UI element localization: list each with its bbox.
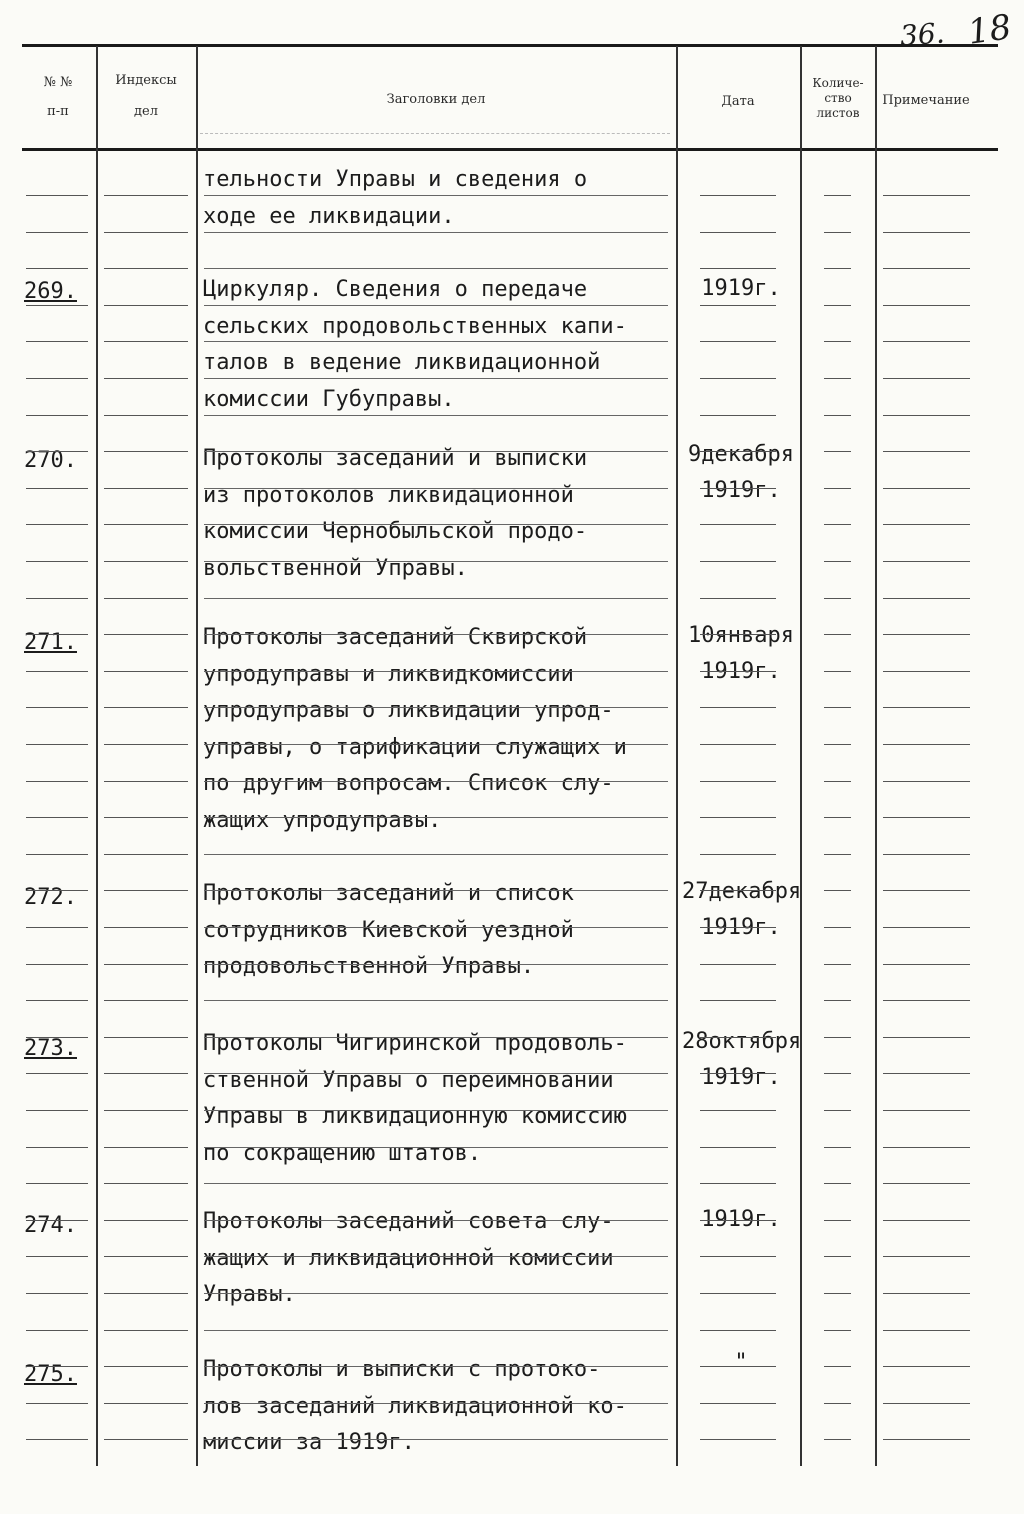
ruled-line xyxy=(883,854,970,855)
ruled-line xyxy=(824,378,851,379)
ruled-line xyxy=(26,305,88,306)
ruled-line xyxy=(883,1000,970,1001)
ruled-line xyxy=(204,1366,668,1367)
ruled-line xyxy=(26,1366,88,1367)
ruled-line xyxy=(883,305,970,306)
ruled-line xyxy=(204,1073,668,1074)
ruled-line xyxy=(204,524,668,525)
ruled-line xyxy=(883,1073,970,1074)
ruled-line xyxy=(883,598,970,599)
ruled-line xyxy=(26,817,88,818)
ruled-line xyxy=(700,964,776,965)
ruled-line xyxy=(700,1183,776,1184)
ruled-line xyxy=(26,195,88,196)
title-line: из протоколов ликвидационной xyxy=(203,482,574,508)
ruled-line xyxy=(824,1439,851,1440)
title-line: по сокращению штатов. xyxy=(203,1140,482,1166)
title-line: Управы в ликвидационную комиссию xyxy=(203,1104,627,1129)
ruled-line xyxy=(204,1403,668,1404)
ruled-line xyxy=(883,744,970,745)
ruled-line xyxy=(700,1000,776,1001)
ruled-line xyxy=(26,854,88,855)
entry-date xyxy=(682,271,800,307)
ruled-line xyxy=(104,1147,188,1148)
ruled-line xyxy=(700,1073,776,1074)
ruled-line xyxy=(700,598,776,599)
title-line: упродуправы и ликвидкомиссии xyxy=(203,661,574,687)
ruled-line xyxy=(883,781,970,782)
ruled-line xyxy=(700,488,776,489)
ruled-line xyxy=(824,232,851,233)
ruled-line xyxy=(883,415,970,416)
title-line: талов в ведение ликвидационной xyxy=(203,350,601,375)
column-divider xyxy=(676,46,678,1466)
ruled-line xyxy=(104,268,188,269)
ruled-line xyxy=(700,195,776,196)
ruled-line xyxy=(883,1037,970,1038)
ruled-line xyxy=(204,1000,668,1001)
title-line: миссии за 1919г. xyxy=(203,1430,415,1455)
entry-date xyxy=(682,874,800,946)
ruled-line xyxy=(824,415,851,416)
ruled-line xyxy=(104,890,188,891)
handwritten-page-number: 18 xyxy=(965,7,1014,53)
table-top-border xyxy=(22,44,998,47)
ruled-line xyxy=(26,1439,88,1440)
ruled-line xyxy=(204,1147,668,1148)
ruled-line xyxy=(883,232,970,233)
ruled-line xyxy=(700,1403,776,1404)
ruled-line xyxy=(104,1293,188,1294)
ruled-line xyxy=(824,341,851,342)
ruled-line xyxy=(104,451,188,452)
ruled-line xyxy=(824,598,851,599)
ruled-line xyxy=(700,524,776,525)
ruled-line xyxy=(883,927,970,928)
ruled-line xyxy=(700,268,776,269)
entry-number: 269. xyxy=(24,279,77,304)
ruled-line xyxy=(104,598,188,599)
ruled-line xyxy=(700,1293,776,1294)
ruled-line xyxy=(204,707,668,708)
ruled-line xyxy=(204,488,668,489)
ruled-line xyxy=(104,1330,188,1331)
ruled-line xyxy=(700,1220,776,1221)
ruled-line xyxy=(104,1073,188,1074)
ruled-line xyxy=(204,1183,668,1184)
ruled-line xyxy=(104,781,188,782)
entry-title xyxy=(203,272,673,418)
ruled-line xyxy=(700,341,776,342)
header-sheets xyxy=(802,76,874,121)
ruled-line xyxy=(824,195,851,196)
ruled-line xyxy=(700,1439,776,1440)
column-divider xyxy=(196,46,198,1466)
ruled-line xyxy=(26,1073,88,1074)
ruled-line xyxy=(883,1183,970,1184)
ruled-line xyxy=(26,634,88,635)
ruled-line xyxy=(26,964,88,965)
ruled-line xyxy=(824,707,851,708)
ruled-line xyxy=(204,415,668,416)
ruled-line xyxy=(104,378,188,379)
ruled-line xyxy=(700,561,776,562)
entry-number: 272. xyxy=(24,885,77,910)
ruled-line xyxy=(204,305,668,306)
title-line: сельских продовольственных капи- xyxy=(203,313,627,339)
title-line: жащих упродуправы. xyxy=(203,807,442,833)
header-index-line1: Индексы xyxy=(115,73,177,88)
ruled-line xyxy=(883,1330,970,1331)
title-line: Протоколы заседаний и список xyxy=(203,881,574,906)
ruled-line xyxy=(824,634,851,635)
ruled-line xyxy=(204,195,668,196)
ruled-line xyxy=(104,1000,188,1001)
ruled-line xyxy=(204,451,668,452)
title-line: Управы. xyxy=(203,1282,296,1307)
ruled-line xyxy=(700,634,776,635)
ruled-line xyxy=(824,1110,851,1111)
ruled-line xyxy=(104,415,188,416)
ruled-line xyxy=(204,744,668,745)
title-line: вольственной Управы. xyxy=(203,555,468,581)
ruled-line xyxy=(824,1403,851,1404)
ruled-line xyxy=(883,671,970,672)
date-line: " xyxy=(734,1350,748,1375)
ruled-line xyxy=(26,707,88,708)
ruled-line xyxy=(26,927,88,928)
ruled-line xyxy=(700,671,776,672)
ruled-line xyxy=(104,744,188,745)
header-dotted-line xyxy=(200,133,670,134)
ruled-line xyxy=(26,1330,88,1331)
entry-number: 275. xyxy=(24,1362,77,1387)
header-sheets-line1: Количе- xyxy=(812,76,864,90)
column-divider xyxy=(875,46,877,1466)
ruled-line xyxy=(700,451,776,452)
title-line: Протоколы заседаний совета слу- xyxy=(203,1209,614,1234)
ruled-line xyxy=(104,1366,188,1367)
ruled-line xyxy=(700,927,776,928)
ruled-line xyxy=(204,1256,668,1257)
ruled-line xyxy=(26,378,88,379)
ruled-line xyxy=(104,1037,188,1038)
ruled-line xyxy=(883,817,970,818)
ruled-line xyxy=(204,378,668,379)
ruled-line xyxy=(883,634,970,635)
header-sheets-line3: листов xyxy=(816,106,860,120)
header-sheets-line2: ство xyxy=(824,91,852,105)
ruled-line xyxy=(824,561,851,562)
ruled-line xyxy=(700,1366,776,1367)
title-line: продовольственной Управы. xyxy=(203,954,535,979)
ruled-line xyxy=(104,671,188,672)
ruled-line xyxy=(204,964,668,965)
ruled-line xyxy=(824,1037,851,1038)
ruled-line xyxy=(883,561,970,562)
ruled-line xyxy=(204,890,668,891)
ruled-line xyxy=(824,1220,851,1221)
ruled-line xyxy=(104,964,188,965)
typed-page-number: 36. xyxy=(898,16,946,53)
date-line: 27декабря xyxy=(682,879,802,904)
entry-number: 274. xyxy=(24,1213,77,1238)
ruled-line xyxy=(824,305,851,306)
ruled-line xyxy=(824,927,851,928)
entry-title xyxy=(203,1352,673,1462)
ruled-line xyxy=(104,817,188,818)
ruled-line xyxy=(824,1293,851,1294)
date-line: 1919г. xyxy=(701,659,781,684)
date-line: 1919г. xyxy=(701,276,781,301)
ruled-line xyxy=(104,1403,188,1404)
ruled-line xyxy=(204,1293,668,1294)
title-line: Протоколы заседаний и выписки xyxy=(203,446,588,471)
ruled-line xyxy=(824,890,851,891)
ruled-line xyxy=(700,817,776,818)
date-line: 1919г. xyxy=(701,915,781,940)
ruled-line xyxy=(26,781,88,782)
ruled-line xyxy=(104,561,188,562)
ruled-line xyxy=(104,854,188,855)
title-line: Протоколы Чигиринской продоволь- xyxy=(203,1031,627,1056)
header-bottom-border xyxy=(22,148,998,151)
ruled-line xyxy=(204,1439,668,1440)
ruled-line xyxy=(104,927,188,928)
entry-number: 273. xyxy=(24,1036,77,1061)
header-note: Примечание xyxy=(882,93,970,108)
ruled-line xyxy=(883,890,970,891)
ruled-line xyxy=(824,524,851,525)
ruled-line xyxy=(824,451,851,452)
ruled-line xyxy=(883,1220,970,1221)
ruled-line xyxy=(104,1110,188,1111)
ruled-line xyxy=(204,1110,668,1111)
title-line: упродуправы о ликвидации упрод- xyxy=(203,698,614,723)
header-index xyxy=(98,72,194,120)
ruled-line xyxy=(204,232,668,233)
ruled-line xyxy=(104,524,188,525)
entry-date xyxy=(682,1024,800,1096)
entry-date xyxy=(682,437,800,509)
header-no xyxy=(22,74,94,120)
ruled-line xyxy=(883,268,970,269)
ruled-line xyxy=(104,341,188,342)
ruled-line xyxy=(883,488,970,489)
ruled-line xyxy=(824,964,851,965)
ruled-line xyxy=(700,305,776,306)
ruled-line xyxy=(104,707,188,708)
ruled-line xyxy=(883,195,970,196)
ruled-line xyxy=(700,378,776,379)
ruled-line xyxy=(26,1256,88,1257)
entry-number: 270. xyxy=(24,448,77,473)
entry-date xyxy=(682,618,800,690)
title-line: лов заседаний ликвидационной ко- xyxy=(203,1393,627,1419)
ruled-line xyxy=(824,488,851,489)
ruled-line xyxy=(824,268,851,269)
ruled-line xyxy=(700,1037,776,1038)
title-line: сотрудников Киевской уездной xyxy=(203,917,574,943)
ruled-line xyxy=(26,451,88,452)
title-line: тельности Управы и сведения о xyxy=(203,167,588,192)
title-line: ственной Управы о переимновании xyxy=(203,1067,614,1093)
ruled-line xyxy=(26,232,88,233)
ruled-line xyxy=(204,1330,668,1331)
ruled-line xyxy=(824,1256,851,1257)
header-date: Дата xyxy=(721,94,755,109)
ruled-line xyxy=(104,634,188,635)
entry-title xyxy=(203,620,673,839)
date-line: 28октября xyxy=(682,1029,802,1054)
ruled-line xyxy=(883,1439,970,1440)
ruled-line xyxy=(700,890,776,891)
ruled-line xyxy=(700,232,776,233)
title-line: Протоколы заседаний Сквирской xyxy=(203,625,588,650)
ruled-line xyxy=(824,744,851,745)
ruled-line xyxy=(700,744,776,745)
title-line: комиссии Чернобыльской продо- xyxy=(203,519,588,544)
ruled-line xyxy=(883,1366,970,1367)
ruled-line xyxy=(104,232,188,233)
ruled-line xyxy=(204,268,668,269)
ruled-line xyxy=(824,1183,851,1184)
ruled-line xyxy=(26,488,88,489)
ruled-line xyxy=(26,1147,88,1148)
ruled-line xyxy=(883,1403,970,1404)
header-no-line1: № № xyxy=(43,75,73,90)
date-line: 10января xyxy=(688,623,794,648)
ruled-line xyxy=(26,1403,88,1404)
ruled-line xyxy=(700,707,776,708)
ruled-line xyxy=(26,1037,88,1038)
ruled-line xyxy=(26,524,88,525)
ruled-line xyxy=(700,1147,776,1148)
ruled-line xyxy=(824,1366,851,1367)
title-line: по другим вопросам. Список слу- xyxy=(203,771,614,796)
column-divider xyxy=(800,46,802,1466)
ruled-line xyxy=(700,781,776,782)
ruled-line xyxy=(883,1293,970,1294)
ruled-line xyxy=(104,305,188,306)
ruled-line xyxy=(204,634,668,635)
ruled-line xyxy=(824,781,851,782)
ruled-line xyxy=(104,1220,188,1221)
ruled-line xyxy=(26,561,88,562)
title-line: Протоколы и выписки с протоко- xyxy=(203,1357,601,1382)
header-no-line2: п-п xyxy=(47,104,69,119)
ruled-line xyxy=(204,671,668,672)
entry-date xyxy=(682,1345,800,1381)
ruled-line xyxy=(204,817,668,818)
ruled-line xyxy=(26,598,88,599)
ruled-line xyxy=(26,1110,88,1111)
ruled-line xyxy=(26,890,88,891)
ruled-line xyxy=(26,1293,88,1294)
ruled-line xyxy=(104,195,188,196)
ruled-line xyxy=(700,854,776,855)
ruled-line xyxy=(204,598,668,599)
ruled-line xyxy=(883,1110,970,1111)
ruled-line xyxy=(700,415,776,416)
ruled-line xyxy=(26,1000,88,1001)
entry-number: 271. xyxy=(24,630,77,655)
ruled-line xyxy=(104,488,188,489)
ruled-line xyxy=(700,1330,776,1331)
ruled-line xyxy=(883,707,970,708)
ruled-line xyxy=(104,1439,188,1440)
ruled-line xyxy=(204,561,668,562)
ruled-line xyxy=(26,268,88,269)
ruled-line xyxy=(824,1073,851,1074)
header-index-line2: дел xyxy=(134,104,158,119)
ruled-line xyxy=(204,927,668,928)
ruled-line xyxy=(883,378,970,379)
ruled-line xyxy=(883,451,970,452)
ruled-line xyxy=(26,1220,88,1221)
entry-title xyxy=(203,876,673,986)
date-line: 1919г. xyxy=(701,1207,781,1232)
ruled-line xyxy=(26,671,88,672)
ruled-line xyxy=(824,854,851,855)
ruled-line xyxy=(204,341,668,342)
ruled-line xyxy=(824,817,851,818)
date-line: 1919г. xyxy=(701,478,781,503)
column-divider xyxy=(96,46,98,1466)
ruled-line xyxy=(824,1330,851,1331)
date-line: 9декабря xyxy=(688,442,794,467)
ruled-line xyxy=(824,1000,851,1001)
entry-title xyxy=(203,1026,673,1172)
title-line: комиссии Губуправы. xyxy=(203,386,455,412)
entry-title xyxy=(203,441,673,587)
header-titles: Заголовки дел xyxy=(386,92,486,107)
ruled-line xyxy=(824,671,851,672)
ruled-line xyxy=(26,341,88,342)
ruled-line xyxy=(883,964,970,965)
ruled-line xyxy=(700,1110,776,1111)
ruled-line xyxy=(883,524,970,525)
title-line: Циркуляр. Сведения о передаче xyxy=(203,277,588,302)
entry-title xyxy=(203,162,673,235)
ruled-line xyxy=(883,341,970,342)
title-line: ходе ее ликвидации. xyxy=(203,203,455,229)
ruled-line xyxy=(204,1037,668,1038)
ruled-line xyxy=(104,1183,188,1184)
date-line: 1919г. xyxy=(701,1065,781,1090)
ruled-line xyxy=(883,1256,970,1257)
ruled-line xyxy=(883,1147,970,1148)
title-line: жащих и ликвидационной комиссии xyxy=(203,1245,614,1271)
ruled-line xyxy=(204,1220,668,1221)
ruled-line xyxy=(700,1256,776,1257)
ruled-line xyxy=(204,781,668,782)
ruled-line xyxy=(204,854,668,855)
title-line: управы, о тарификации служащих и xyxy=(203,734,627,760)
ruled-line xyxy=(824,1147,851,1148)
ruled-line xyxy=(26,1183,88,1184)
ruled-line xyxy=(26,744,88,745)
ruled-line xyxy=(26,415,88,416)
ruled-line xyxy=(104,1256,188,1257)
